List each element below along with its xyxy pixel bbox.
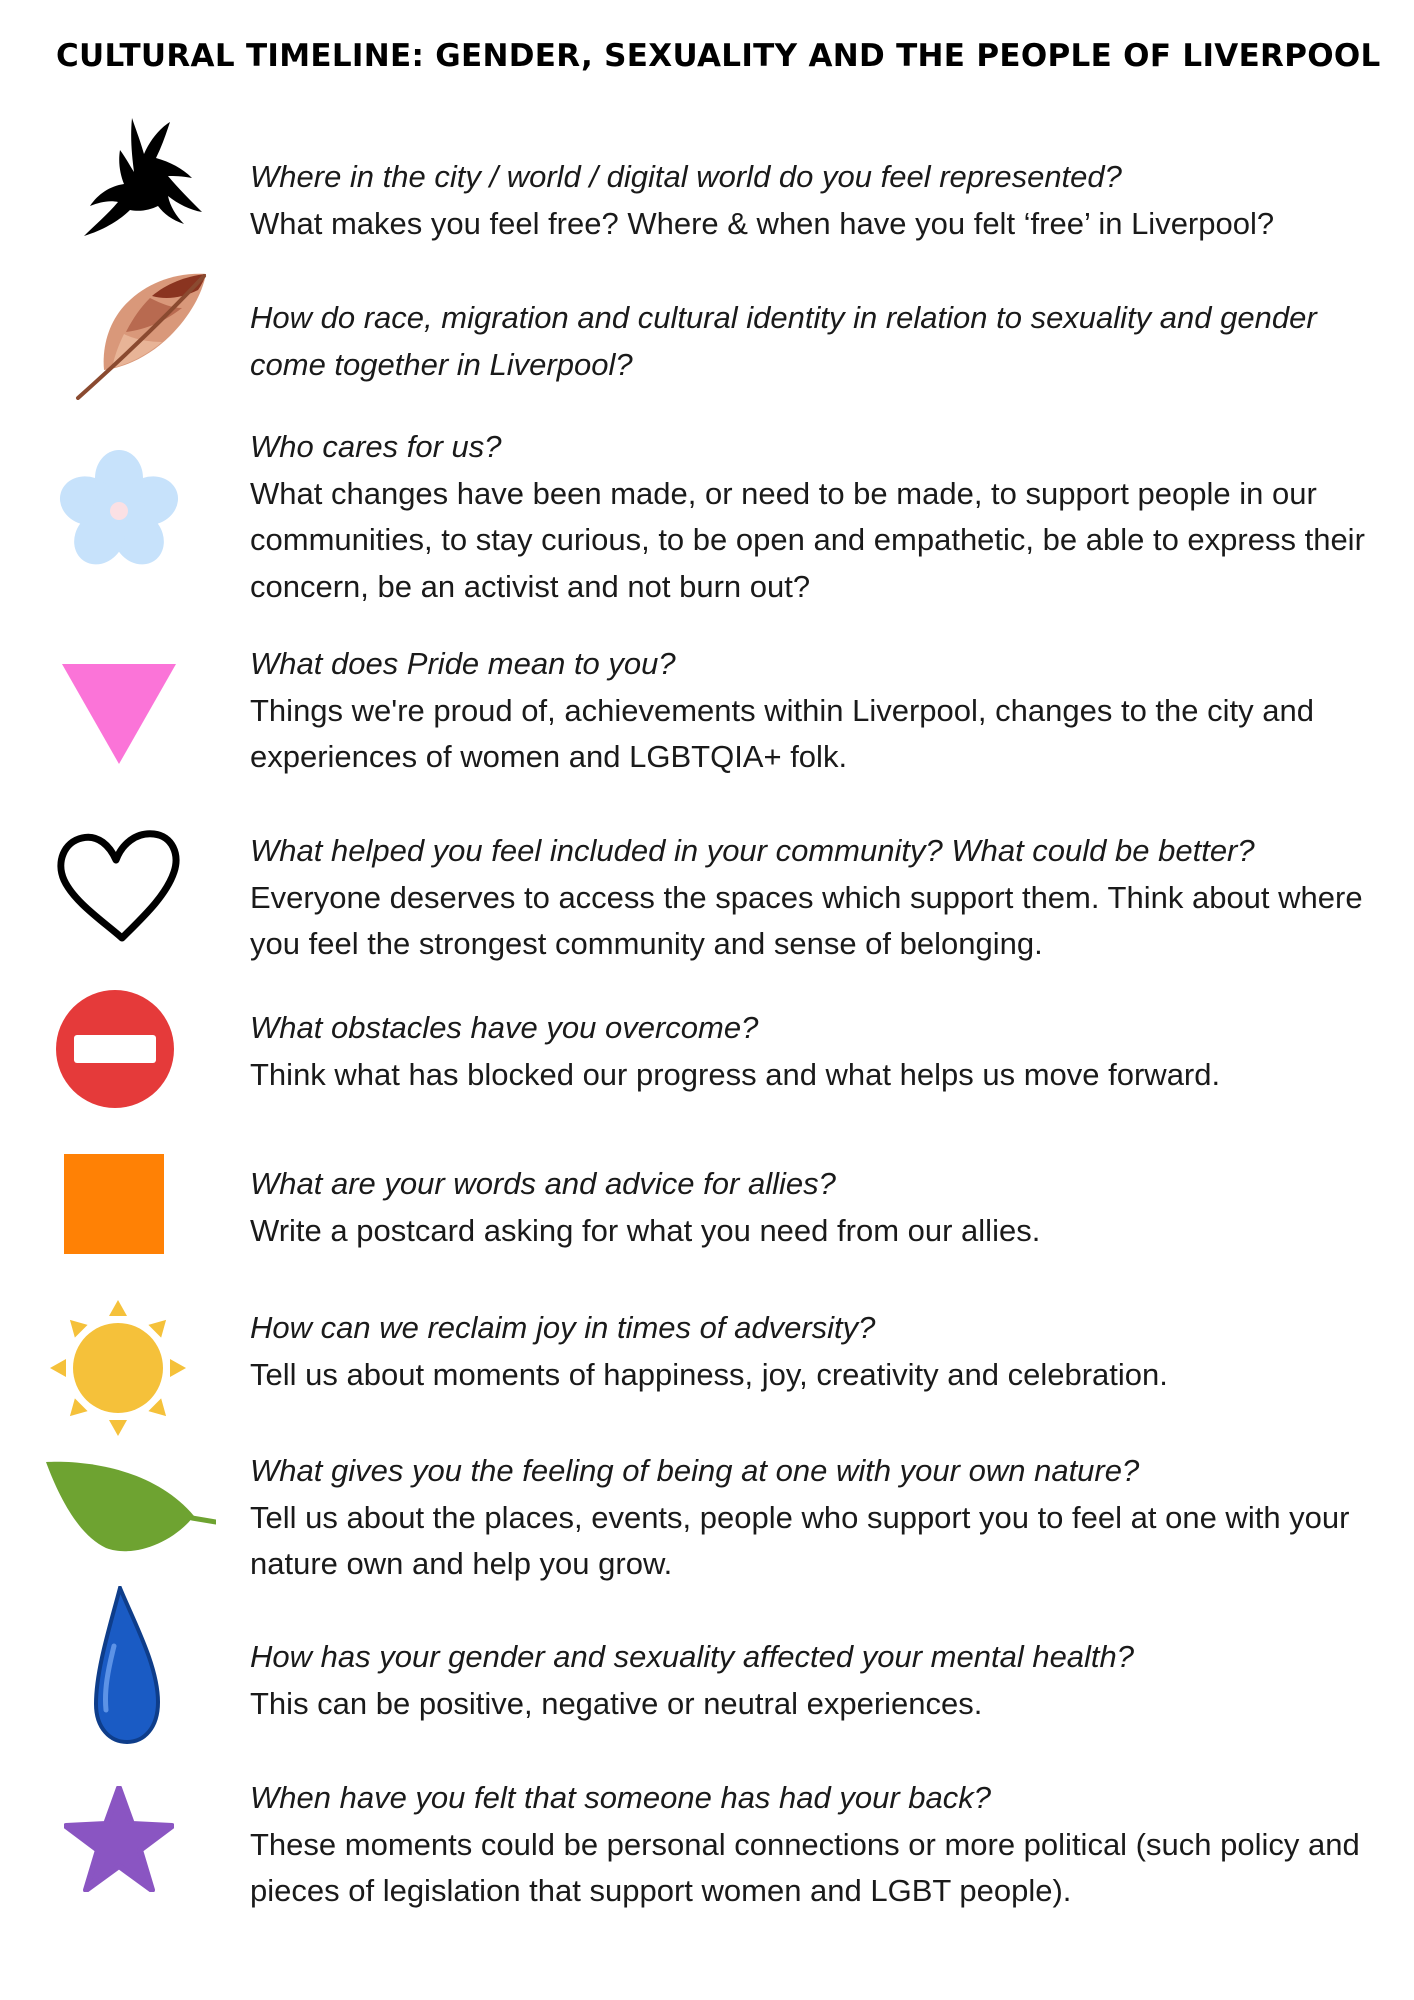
bird-icon <box>74 110 209 238</box>
item-question: How can we reclaim joy in times of adversity? <box>250 1310 876 1345</box>
heart-icon <box>54 830 184 946</box>
orange-square-icon <box>64 1154 164 1254</box>
item-question: What obstacles have you overcome? <box>250 1010 759 1045</box>
item-description: Tell us about moments of happiness, joy, creativity and celebration. <box>250 1356 1168 1392</box>
item-question: Where in the city / world / digital world do you feel represented? <box>250 159 1122 194</box>
no-entry-icon <box>56 990 174 1108</box>
item-description: These moments could be personal connections or more political (such policy and pieces of legislation that support women and LGBT people). <box>250 1826 1360 1908</box>
sun-icon <box>50 1300 186 1436</box>
item-question: How has your gender and sexuality affected your mental health? <box>250 1639 1135 1674</box>
flower-icon <box>56 448 182 574</box>
item-description: What changes have been made, or need to be made, to support people in our communities, to stay curious, to be open and empathetic, be able to express their concern, be an activist and not burn out? <box>250 475 1365 604</box>
item-description: What makes you feel free? Where & when have you felt ‘free’ in Liverpool? <box>250 205 1275 241</box>
item-question: What does Pride mean to you? <box>250 646 676 681</box>
water-drop-icon <box>92 1586 162 1746</box>
star-icon <box>64 1786 174 1892</box>
item-question: What gives you the feeling of being at one with your own nature? <box>250 1453 1140 1488</box>
item-question: When have you felt that someone has had your back? <box>250 1780 992 1815</box>
item-description: Everyone deserves to access the spaces which support them. Think about where you feel the strongest community and sense of belonging. <box>250 879 1363 961</box>
page-title: CULTURAL TIMELINE: GENDER, SEXUALITY AND THE PEOPLE OF LIVERPOOL <box>56 38 1381 74</box>
item-description: Things we're proud of, achievements within Liverpool, changes to the city and experiences of women and LGBTQIA+ folk. <box>250 692 1314 774</box>
item-question: What helped you feel included in your community? What could be better? <box>250 833 1255 868</box>
feather-icon <box>74 268 210 400</box>
pink-triangle-icon <box>62 664 176 764</box>
item-description: Tell us about the places, events, people who support you to feel at one with your nature own and help you grow. <box>250 1499 1350 1581</box>
item-question: Who cares for us? <box>250 429 502 464</box>
item-question: What are your words and advice for allies? <box>250 1166 836 1201</box>
leaf-icon <box>44 1460 216 1560</box>
item-description: This can be positive, negative or neutral experiences. <box>250 1685 983 1721</box>
item-description: Write a postcard asking for what you need from our allies. <box>250 1212 1041 1248</box>
item-question: How do race, migration and cultural identity in relation to sexuality and gender come together in Liverpool? <box>250 300 1317 382</box>
item-description: Think what has blocked our progress and what helps us move forward. <box>250 1056 1221 1092</box>
